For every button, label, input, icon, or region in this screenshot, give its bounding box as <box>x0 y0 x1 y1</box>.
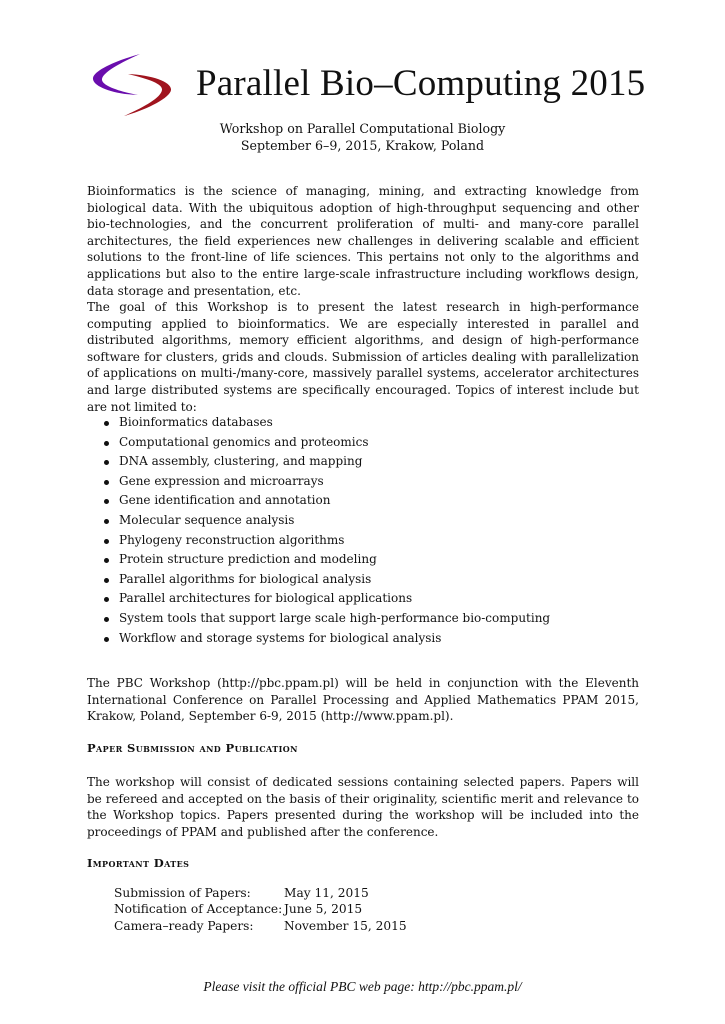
bullet-icon <box>104 578 109 583</box>
topic-label: Gene expression and microarrays <box>119 473 324 488</box>
date-value: June 5, 2015 <box>284 902 363 917</box>
topics-list <box>104 413 550 648</box>
topic-item <box>104 570 550 590</box>
topic-label: Bioinformatics databases <box>119 415 273 429</box>
topic-label: Workflow and storage systems for biological analysis <box>119 630 442 645</box>
bullet-icon <box>104 460 109 465</box>
workshop-subtitle: Workshop on Parallel Computational Biology <box>219 121 506 136</box>
logo-red-swoosh <box>124 74 171 116</box>
bullet-icon <box>104 597 109 602</box>
topic-label: Gene identification and annotation <box>119 493 331 508</box>
topic-item <box>104 433 550 453</box>
submission-paragraph: The workshop will consist of dedicated sessions containing selected papers. Papers will be refereed and accepted on the basis of their originality, scientific merit and relevance to the Workshop topics. Papers presented during the workshop will be included into the proceedings of PPAM and published after the conference. <box>87 775 639 839</box>
date-label: Submission of Papers: <box>114 886 251 900</box>
bullet-icon <box>104 441 109 446</box>
important-dates-table <box>114 885 407 934</box>
bullet-icon <box>104 558 109 563</box>
date-row <box>114 918 407 934</box>
topic-item <box>104 589 550 609</box>
date-value: May 11, 2015 <box>284 886 369 900</box>
date-row <box>114 885 407 901</box>
footer-note: Please visit the official PBC web page: http://pbc.ppam.pl/ <box>203 979 522 994</box>
topic-label: Parallel algorithms for biological analysis <box>119 571 372 586</box>
topic-item <box>104 511 550 531</box>
conjunction-paragraph: The PBC Workshop (http://pbc.ppam.pl) will be held in conjunction with the Eleventh International Conference on Parallel Processing and Applied Mathematics PPAM 2015, Krakow, Poland, September 6-9, 2015 (http://www.ppam.pl). <box>87 676 639 724</box>
topic-item <box>104 609 550 629</box>
topic-item <box>104 452 550 472</box>
date-row <box>114 901 407 917</box>
topic-item <box>104 413 550 433</box>
date-label: Notification of Acceptance: <box>114 902 283 917</box>
topic-item <box>104 531 550 551</box>
dates-heading: Important Dates <box>87 856 190 870</box>
intro-paragraph-1: Bioinformatics is the science of managing, mining, and extracting knowledge from biological data. With the ubiquitous adoption of high-throughput sequencing and other bio-technologies, and the concurrent proliferation of multi- and many-core parallel architectures, the field experiences new challenges in delivering scalable and efficient solutions to the front-line of life sciences. This pertains not only to the algorithms and applications but also to the entire large-scale infrastructure including workflows design, data storage and presentation, etc. <box>87 184 639 298</box>
bullet-icon <box>104 421 109 426</box>
bullet-icon <box>104 539 109 544</box>
topic-label: Molecular sequence analysis <box>119 512 295 527</box>
topic-label: System tools that support large scale high-performance bio-computing <box>119 610 551 625</box>
topic-label: Computational genomics and proteomics <box>119 434 369 449</box>
submission-heading: Paper Submission and Publication <box>87 741 298 755</box>
pbc-logo-icon <box>88 50 178 120</box>
topic-item <box>104 629 550 649</box>
date-value: November 15, 2015 <box>284 918 407 933</box>
topic-label: Parallel architectures for biological applications <box>119 591 413 606</box>
topic-label: Phylogeny reconstruction algorithms <box>119 532 345 547</box>
topic-label: DNA assembly, clustering, and mapping <box>119 454 363 469</box>
bullet-icon <box>104 617 109 622</box>
topic-item <box>104 491 550 511</box>
workshop-date-location: September 6–9, 2015, Krakow, Poland <box>240 138 485 153</box>
page-title: Parallel Bio–Computing 2015 <box>196 63 646 104</box>
bullet-icon <box>104 519 109 524</box>
date-label: Camera–ready Papers: <box>114 918 254 933</box>
topic-item <box>104 472 550 492</box>
bullet-icon <box>104 480 109 485</box>
bullet-icon <box>104 499 109 504</box>
topic-label: Protein structure prediction and modeling <box>119 552 377 567</box>
bullet-icon <box>104 637 109 642</box>
intro-paragraph-2: The goal of this Workshop is to present the latest research in high-performance computing applied to bioinformatics. We are especially interested in parallel and distributed algorithms, memory efficient algorithms, and design of high-performance software for clusters, grids and clouds. Submission of articles dealing with parallelization of applications on multi-/many-core, massively parallel systems, accelerator architectures and large distributed systems are specifically encouraged. Topics of interest include but are not limited to: <box>87 300 639 414</box>
topic-item <box>104 550 550 570</box>
